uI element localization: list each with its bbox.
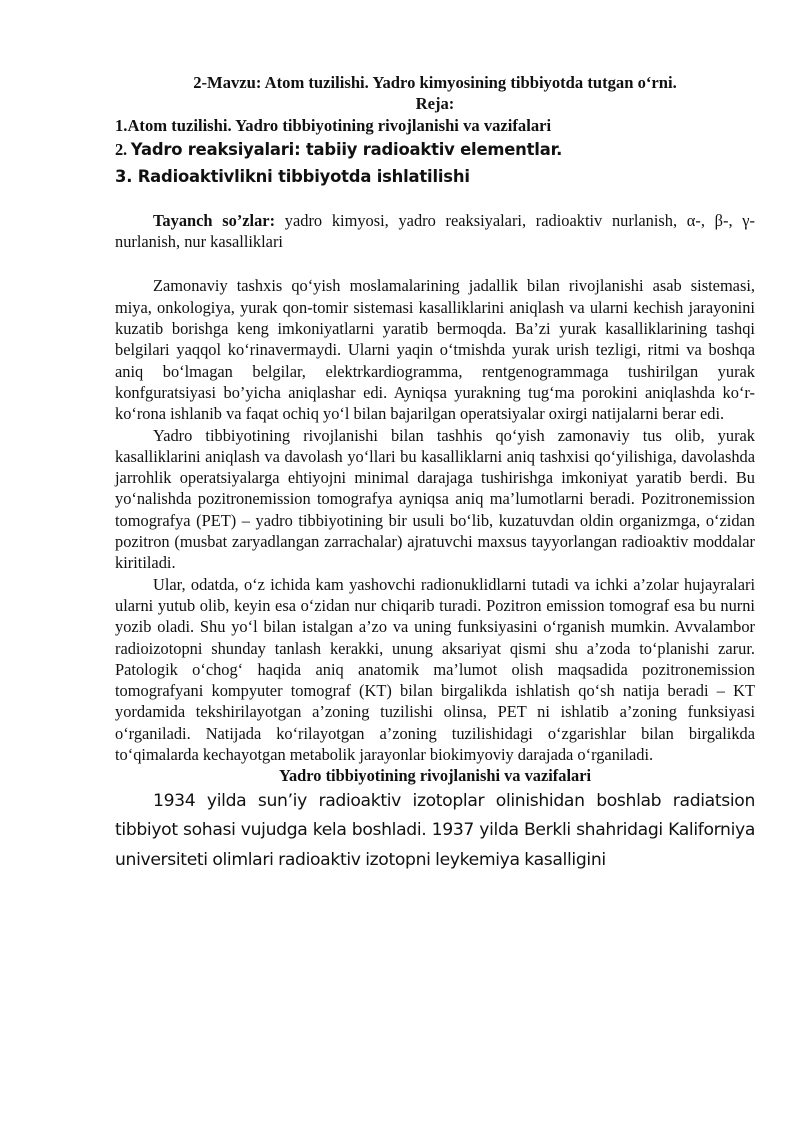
plan-item-1-number: 1. <box>115 115 128 135</box>
plan-item-3-number: 3. <box>115 166 138 186</box>
keywords-paragraph <box>115 210 755 253</box>
document-page <box>115 72 755 875</box>
body-paragraph-3: Ular, odatda, o‘z ichida kam yashovchi radionuklidlarni tutadi va ichki a’zolar hujayralari ularni yutub olib, keyin esa o‘zidan nur chiqarib turadi. Pozitron emission tomograf esa bu nurni yozib oladi. Shu yo‘l bilan istalgan a’zo va uning funksiyasini o‘rganish mumkin. Avvalambor radioizotopni shunday tanlash kerakki, unung aksariyat qismi shu a’zoda to‘planishi zarur. Patologik o‘chog‘ haqida aniq anatomik ma’lumot olish maqsadida pozitronemission tomografyani kompyuter tomograf (KT) bilan birgalikda ishlatish qo‘sh natija beradi – KT yordamida tekshirilayotgan a’zoning tuzilishi olinsa, PET ni ishlatib a’zoning funksiyasi o‘rganiladi. Natijada ko‘rilayotgan a’zoning tuzilishidagi o‘zgarishlar bilan birgalikda to‘qimalarda kechayotgan metabolik jarayonlar biokimyoviy darajada o‘rganiladi. <box>115 574 755 765</box>
plan-item-1 <box>115 115 755 136</box>
section-subheading: Yadro tibbiyotining rivojlanishi va vazifalari <box>278 766 592 786</box>
plan-item-3-text: Radioaktivlikni tibbiyotda ishlatilishi <box>137 166 470 186</box>
plan-item-2-number: 2. <box>115 139 131 159</box>
plan-heading: Reja: <box>415 94 455 114</box>
plan-item-1-text: Atom tuzilishi. Yadro tibbiyotining rivojlanishi va vazifalari <box>127 115 552 135</box>
body-paragraph-1: Zamonaviy tashxis qo‘yish moslamalarining jadallik bilan rivojlanishi asab sistemasi, miya, onkologiya, yurak qon-tomir sistemasi kasalliklarini aniqlash va ularni kechish jarayonini kuzatib borishga keng imkoniyatlarni yaratib bermoqda. Ba’zi yurak kasalliklarining tashqi belgilari yaqqol ko‘rinavermaydi. Ularni yaqin o‘tmishda yurak urish tezligi, ritmi va boshqa aniq bo‘lmagan belgilar, elektrkardiogramma, rentgenogrammaga tushirilgan yurak konfguratsiyasi bo’yicha aniqlashar edi. Ayniqsa yurakning tug‘ma porokini aniqlashda ko‘r-ko‘rona ishlanib va faqat ochiq yo‘l bilan bajarilgan operatsiyalar oxirgi natijalarni berar edi. <box>115 276 755 424</box>
keywords-text: yadro kimyosi, yadro reaksiyalari, radioaktiv nurlanish, α-, β-, γ- nurlanish, nur kasalliklari <box>115 210 755 252</box>
plan-item-3 <box>115 163 755 190</box>
keywords-label: Tayanch so’zlar: <box>153 210 276 230</box>
plan-item-2 <box>115 136 755 163</box>
final-paragraph: 1934 yilda sun’iy radioaktiv izotoplar olinishidan boshlab radiatsion tibbiyot sohasi vujudga kela boshladi. 1937 yilda Berkli shahridagi Kaliforniya universiteti olimlari radioaktiv izotopni leykemiya kasalligini <box>115 790 755 870</box>
document-title: 2-Mavzu: Atom tuzilishi. Yadro kimyosining tibbiyotda tutgan o‘rni. <box>193 73 677 92</box>
plan-item-2-text: Yadro reaksiyalari: tabiiy radioaktiv elementlar. <box>130 139 563 159</box>
body-paragraph-2: Yadro tibbiyotining rivojlanishi bilan tashhis qo‘yish zamonaviy tus olib, yurak kasalliklarini aniqlash va davolash yo‘llari bu kasalliklarni aniq tashxisi qo‘yilishiga, davolashda jarrohlik operatsiyalarga ehtiyojni minimal darajaga tushirishga imkoniyat yaratib berdi. Bu yo‘nalishda pozitronemission tomografya ayniqsa aniq ma’lumotlarni beradi. Pozitronemission tomografya (PET) – yadro tibbiyotining bir usuli bo‘lib, kuzatuvdan oldin organizmga, o‘zidan pozitron (musbat zaryadlangan zarrachalar) ajratuvchi maxsus tayyorlangan radioaktiv moddalar kiritiladi. <box>115 425 755 573</box>
